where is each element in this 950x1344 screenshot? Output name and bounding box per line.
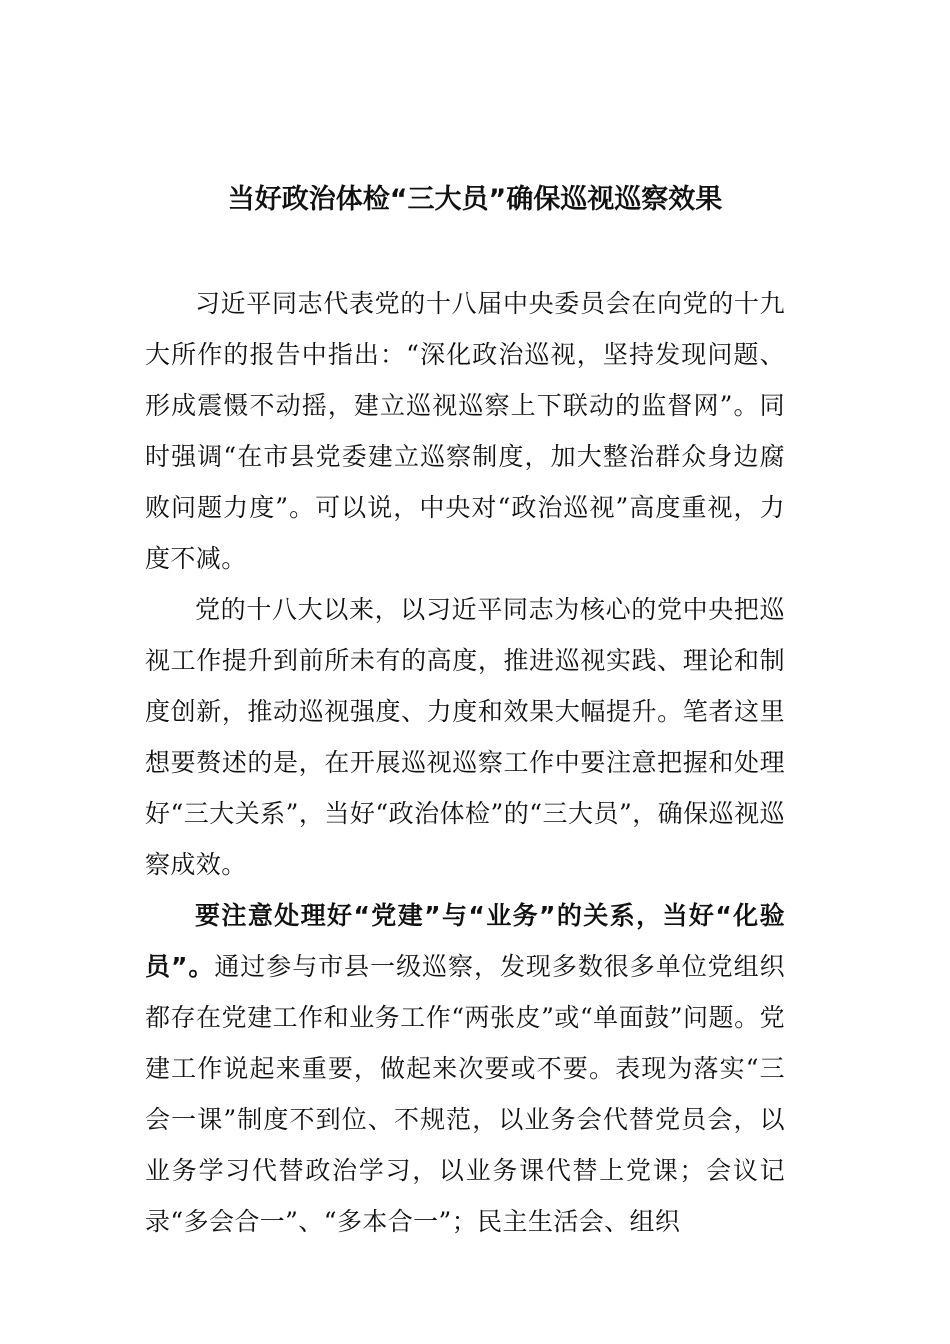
paragraph-lead-heading: 要注意处理好“党建”与“业务”的关系，当好“化验员”。 xyxy=(145,901,785,981)
paragraph-text: 通过参与市县一级巡察，发现多数很多单位党组织都存在党建工作和业务工作“两张皮”或“单面鼓”问题。党建工作说起来重要，做起来次要或不要。表现为落实“三会一课”制度不到位、不规范，以业务会代替党员会，以业务学习代替政治学习，以业务课代替上党课；会议记录“多会合一”、“多本合一”；民主生活会、组织 xyxy=(145,952,785,1236)
document-body xyxy=(145,278,785,1247)
paragraph-1 xyxy=(145,278,785,584)
paragraph-3 xyxy=(145,890,785,1247)
paragraph-2 xyxy=(145,584,785,890)
paragraph-text: 党的十八大以来，以习近平同志为核心的党中央把巡视工作提升到前所未有的高度，推进巡视实践、理论和制度创新，推动巡视强度、力度和效果大幅提升。笔者这里想要赘述的是，在开展巡视巡察工作中要注意把握和处理好“三大关系”，当好“政治体检”的“三大员”，确保巡视巡察成效。 xyxy=(145,595,785,879)
paragraph-text: 习近平同志代表党的十八届中央委员会在向党的十九大所作的报告中指出：“深化政治巡视，坚持发现问题、形成震慑不动摇，建立巡视巡察上下联动的监督网”。同时强调“在市县党委建立巡察制度，加大整治群众身边腐败问题力度”。可以说，中央对“政治巡视”高度重视，力度不减。 xyxy=(145,289,785,573)
document-title: 当好政治体检“三大员”确保巡视巡察效果 xyxy=(227,184,723,215)
